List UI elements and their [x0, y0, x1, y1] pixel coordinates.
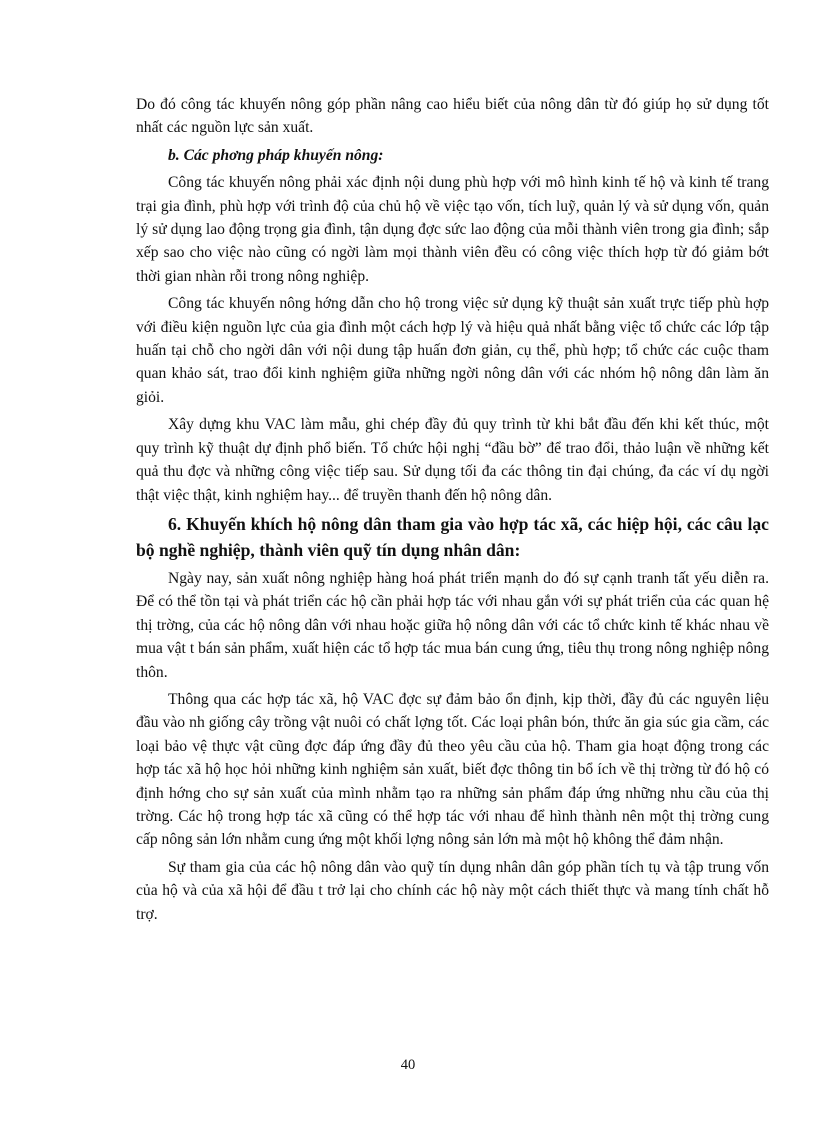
- paragraph-extension-content: Công tác khuyến nông phải xác định nội dung phù hợp với mô hình kinh tế hộ và kinh tế trang trại gia đình, phù hợp với trình độ của chủ hộ về việc tạo vốn, tích luỹ, quản lý và sử dụng vốn, quản lý sử dụng lao động trọng gia đình, tận dụng đợc sức lao động của mỗi thành viên trong gia đình; sắp xếp sao cho việc nào cũng có ngời làm mọi thành viên đều có công việc thích hợp từ đó giảm bớt thời gian nhàn rỗi trong nông nghiệp.: [136, 174, 769, 285]
- paragraph-vac-model: Xây dựng khu VAC làm mẫu, ghi chép đầy đủ quy trình từ khi bắt đầu đến khi kết thúc, một quy trình kỹ thuật dự định phổ biến. Tổ chức hội nghị “đầu bờ” để trao đổi, thảo luận về những kết quả thu đợc và những công việc tiếp sau. Sử dụng tối đa các thông tin đại chúng, đa các ví dụ ngời thật việc thật, kinh nghiệm hay... để truyền thanh đến hộ nông dân.: [136, 416, 769, 504]
- page-body: [136, 93, 769, 930]
- paragraph-credit-fund: Sự tham gia của các hộ nông dân vào quỹ tín dụng nhân dân góp phần tích tụ và tập trung vốn của hộ và của xã hội để đầu t trở lại cho chính các hộ này một cách thiết thực và mang tính chất hỗ trợ.: [136, 858, 769, 923]
- subheading-extension-methods: b. Các phơng pháp khuyến nông:: [168, 146, 384, 164]
- page-number: 40: [400, 1057, 416, 1073]
- paragraph-extension-guidance: Công tác khuyến nông hớng dẫn cho hộ trong việc sử dụng kỹ thuật sản xuất trực tiếp phù hợp với điều kiện nguồn lực của gia đình một cách hợp lý và hiệu quả nhất bằng việc tổ chức các lớp tập huấn tại chỗ cho ngời dân với nội dung tập huấn đơn giản, cụ thể, phù hợp; tổ chức các cuộc tham quan khảo sát, trao đổi kinh nghiệm giữa những ngời nông dân với các nhóm hộ nông dân làm ăn giỏi.: [136, 295, 769, 406]
- paragraph-cooperatives-benefits: Thông qua các hợp tác xã, hộ VAC đợc sự đảm bảo ổn định, kịp thời, đầy đủ các nguyên liệu đầu vào nh giống cây trồng vật nuôi có chất lợng tốt. Các loại phân bón, thức ăn gia súc gia cầm, các loại bảo vệ thực vật cũng đợc đáp ứng đầy đủ theo yêu cầu của hộ. Tham gia hoạt động trong các hợp tác xã hộ học hỏi những kinh nghiệm sản xuất, biết đợc thông tin bổ ích về thị trờng từ đó hộ có định hớng cho sự sản xuất của mình nhằm tạo ra những sản phẩm đáp ứng những nhu cầu của thị trờng. Các hộ trong hợp tác xã cũng có thể hợp tác với nhau để hình thành nên một thị trờng cung cấp nông sản lớn nhằm cung ứng một khối lợng nông sản lớn mà một hộ không thể đảm nhận.: [136, 690, 769, 849]
- paragraph-cooperation: Ngày nay, sản xuất nông nghiệp hàng hoá phát triển mạnh do đó sự cạnh tranh tất yếu diễn ra. Để có thể tồn tại và phát triển các hộ cần phải hợp tác với nhau gắn với sự phát triển của các quan hệ thị trờng, của các hộ nông dân với nhau hoặc giữa hộ nông dân với các tổ chức kinh tế khác nhau về mua vật t bán sản phẩm, xuất hiện các tổ hợp tác mua bán cung ứng, tiêu thụ trong nông nghiệp nông thôn.: [136, 569, 769, 681]
- section-6-heading: 6. Khuyến khích hộ nông dân tham gia vào hợp tác xã, các hiệp hội, các câu lạc bộ nghề nghiệp, thành viên quỹ tín dụng nhân dân:: [136, 513, 769, 560]
- intro-paragraph: Do đó công tác khuyến nông góp phần nâng cao hiểu biết của nông dân từ đó giúp họ sử dụng tốt nhất các nguồn lực sản xuất.: [136, 96, 769, 137]
